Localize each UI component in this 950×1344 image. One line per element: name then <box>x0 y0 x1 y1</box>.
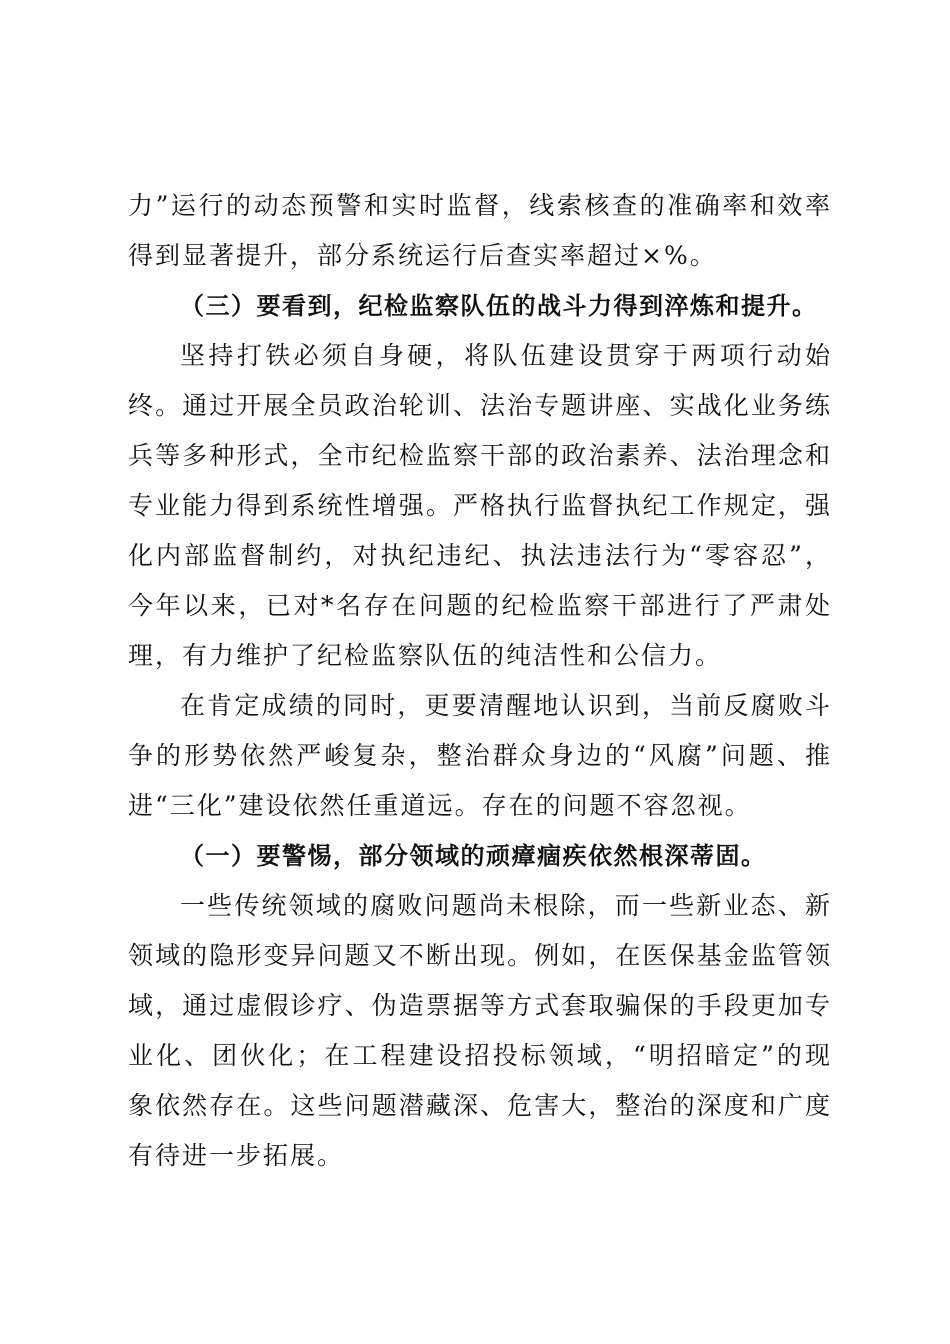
paragraph-team-building: 坚持打铁必须自身硬，将队伍建设贯穿于两项行动始终。通过开展全员政治轮训、法治专题讲座、实战化业务练兵等多种形式，全市纪检监察干部的政治素养、法治理念和专业能力得到系统性增强。严格执行监督执纪工作规定，强化内部监督制约，对执纪违纪、执法违法行为“零容忍”，今年以来，已对*名存在问题的纪检监察干部进行了严肃处理，有力维护了纪检监察队伍的纯洁性和公信力。 <box>128 341 832 670</box>
document-body <box>128 181 832 1181</box>
paragraph-continuation: 力”运行的动态预警和实时监督，线索核查的准确率和效率得到显著提升，部分系统运行后查实率超过×%。 <box>128 191 832 270</box>
paragraph-transition: 在肯定成绩的同时，更要清醒地认识到，当前反腐败斗争的形势依然严峻复杂，整治群众身边的“风腐”问题、推进“三化”建设依然任重道远。存在的问题不容忽视。 <box>128 691 832 820</box>
paragraph-problems: 一些传统领域的腐败问题尚未根除，而一些新业态、新领域的隐形变异问题又不断出现。例如，在医保基金监管领域，通过虚假诊疗、伪造票据等方式套取骗保的手段更加专业化、团伙化；在工程建设招投标领域，“明招暗定”的现象依然存在。这些问题潜藏深、危害大，整治的深度和广度有待进一步拓展。 <box>128 891 832 1170</box>
section-heading-three: （三）要看到，纪检监察队伍的战斗力得到淬炼和提升。 <box>180 292 818 320</box>
section-heading-one: （一）要警惕，部分领域的顽瘴痼疾依然根深蒂固。 <box>180 842 767 870</box>
